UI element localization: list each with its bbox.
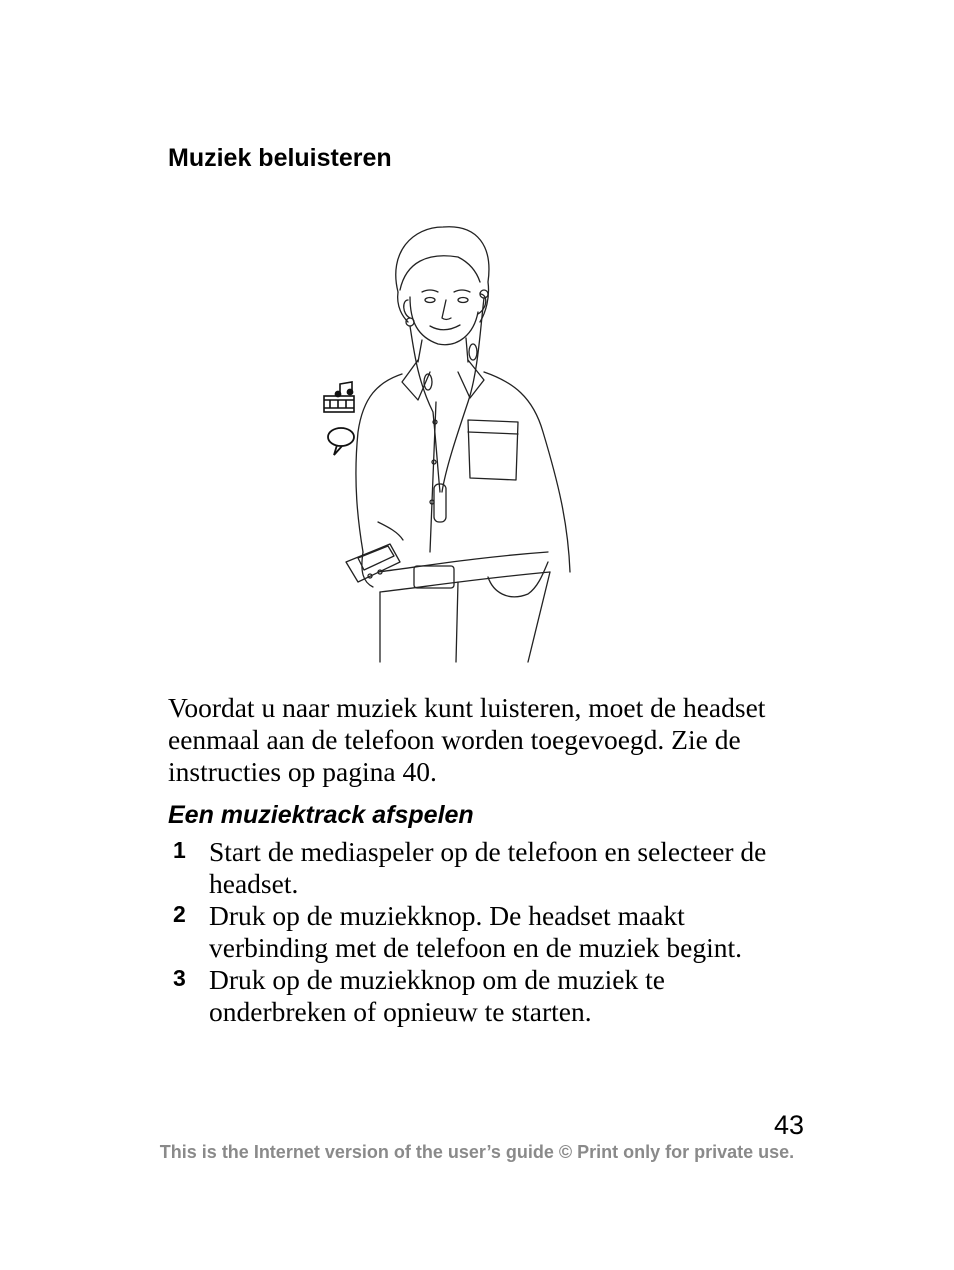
page-title: Muziek beluisteren bbox=[168, 144, 392, 172]
speech-bubble-icon bbox=[324, 425, 356, 457]
footer-notice: This is the Internet version of the user’s guide © Print only for private use. bbox=[159, 1142, 795, 1162]
page-number: 43 bbox=[774, 1110, 805, 1140]
step-item bbox=[168, 836, 808, 900]
intro-paragraph: Voordat u naar muziek kunt luisteren, moet de headset eenmaal aan de telefoon worden toegevoegd. Zie de instructies op pagina 40. bbox=[168, 692, 766, 787]
step-item bbox=[168, 900, 808, 964]
step-item bbox=[168, 964, 808, 1028]
step-number: 2 bbox=[173, 901, 186, 927]
step-number: 3 bbox=[173, 965, 186, 991]
step-text: Druk op de muziekknop om de muziek te onderbreken of opnieuw te starten. bbox=[209, 964, 665, 1027]
step-number: 1 bbox=[173, 837, 186, 863]
step-text: Druk op de muziekknop. De headset maakt verbinding met de telefoon en de muziek begint. bbox=[209, 900, 743, 963]
step-text: Start de mediaspeler op de telefoon en selecteer de headset. bbox=[209, 836, 767, 899]
man-with-headset-illustration bbox=[318, 222, 588, 664]
media-player-icon bbox=[322, 380, 358, 414]
steps-list bbox=[168, 836, 808, 1028]
section-heading: Een muziektrack afspelen bbox=[168, 801, 474, 829]
